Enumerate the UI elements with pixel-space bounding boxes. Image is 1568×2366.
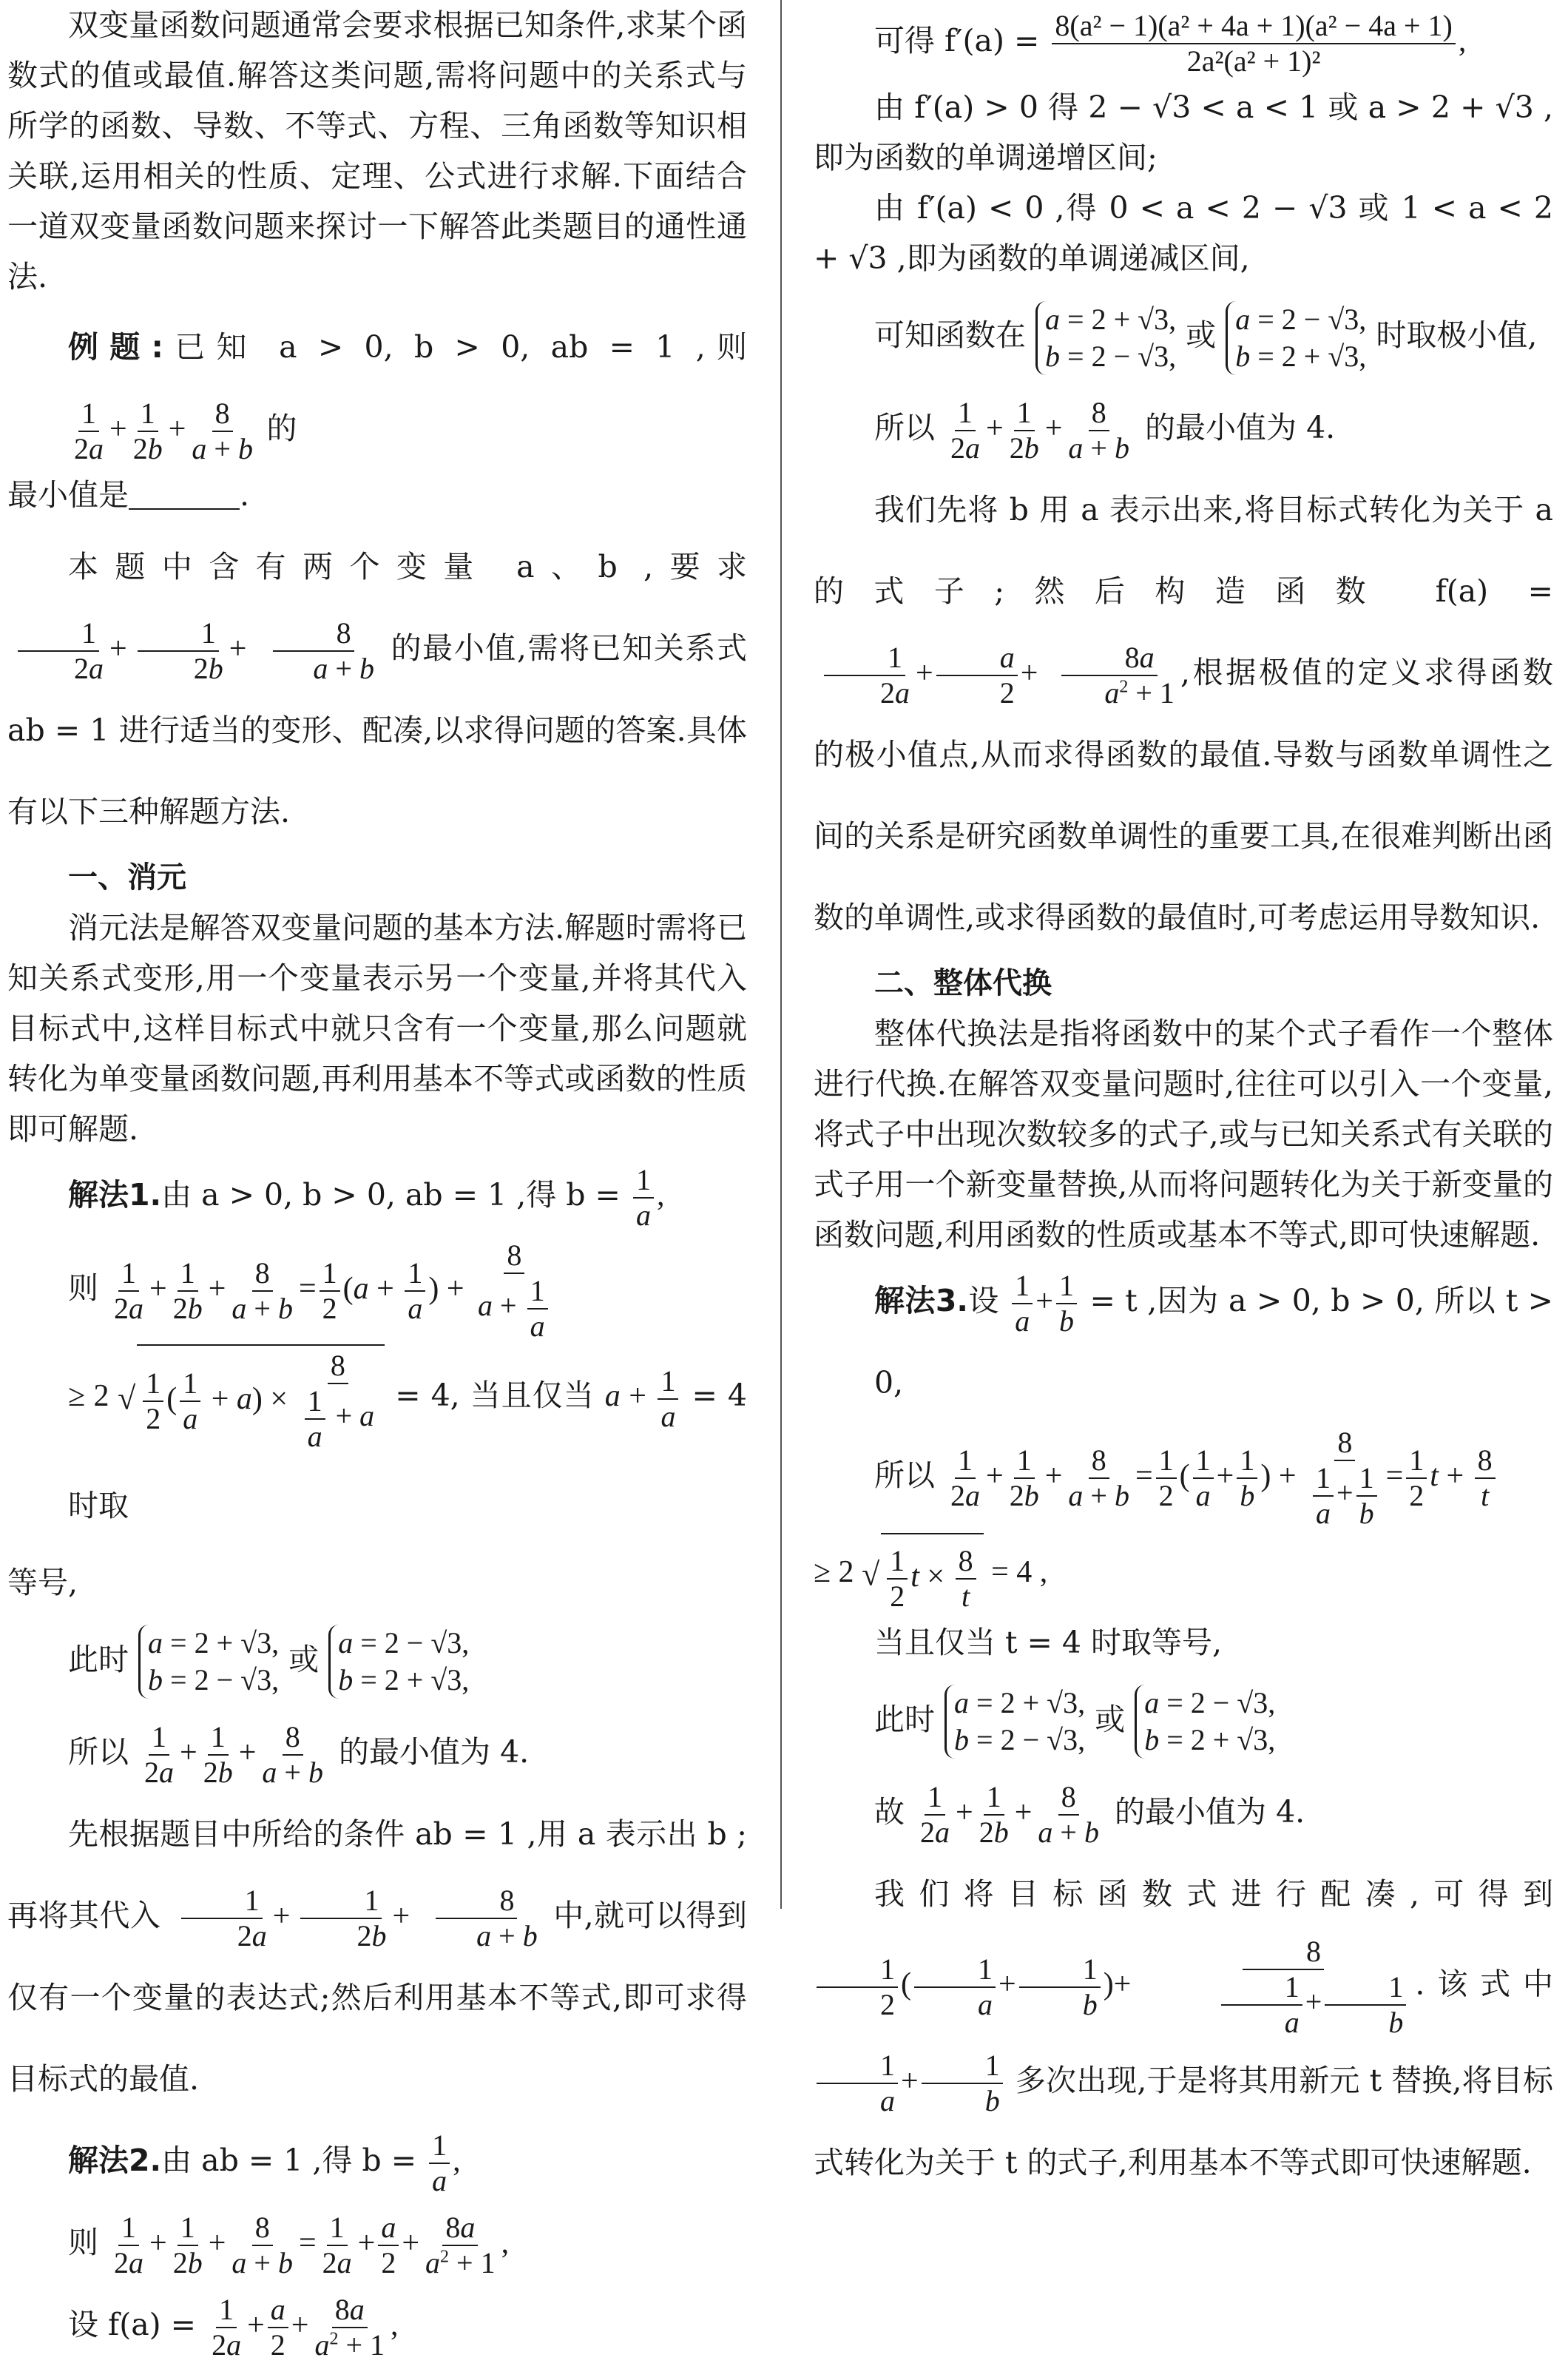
target-expression: $\frac{1}{2a}$ + $\frac{1}{2b}$ + $\frac{8}{a + b}$ — [74, 397, 253, 466]
decreasing-interval: 由 f′(a) < 0 ,得 0 < a < 2 − √3 或 1 < a < 2 + √3 ,即为函数的单调递减区间, — [814, 190, 1553, 276]
solution3-line2: 所以 $\frac{1}{2a}$ + $\frac{1}{2b}$ + $\frac{8}{a + b}$ = $\frac{1}{2}$ ( $\frac{1}{a}$ + $\frac{1}{b}$ ) + 8 $\frac{1}{a}$ + $\frac{1}{b}$ = $\frac{1}{2}$ t + $\frac{8}{t}$ — [814, 1423, 1553, 1531]
solution1-summary: 先根据题目中所给的条件 ab = 1 ,用 a 表示出 b ;再将其代入 $\frac{1}{2a}$ + $\frac{1}{2b}$ + $\frac{8}{a + b}$ 中,就可以得到仅有一个变量的表达式;然后利用基本不等式,即可求得目标式的最值. — [7, 1816, 747, 2097]
section2-title: 二、整体代换 — [874, 966, 1052, 1000]
solution3-summary: 我们将目标函数式进行配凑,可得到 $\frac{1}{2}$ ( $\frac{1}{a}$ + $\frac{1}{b}$ )+ 8 $\frac{1}{a}$ + $\frac{1}{b}$ .该式中 $\frac{1}{a}$ + $\frac{1}{b}$ 多次出现,于是将其用新元 t 替换,将目标式转化为关于 t 的式子,利用基本不等式即可快速解题. — [814, 1875, 1553, 2180]
solution1-line1: 解法1.由 a > 0, b > 0, ab = 1 ,得 b = $\frac{1}{a}$ , — [68, 1163, 665, 1233]
solution2-line1: 解法2.由 ab = 1 ,得 b = $\frac{1}{a}$ , — [68, 2129, 461, 2198]
answer-blank — [129, 486, 240, 510]
solution2-label: 解法2. — [68, 2142, 162, 2178]
solution1-line3: ≥ 2 √ $\frac{1}{2}$ ( $\frac{1}{a}$ + a) × 8 $\frac{1}{a}$ + a = 4, 当且仅当 a + $\frac{1}{a}$ = 4 时取 — [7, 1344, 747, 1557]
increasing-interval: 由 f′(a) > 0 得 2 − √3 < a < 1 或 a > 2 + √3 ,即为函数的单调递增区间; — [814, 90, 1553, 175]
minimum-point: 可知函数在 a = 2 + √3, b = 2 − √3, 或 a = 2 − √3, b = 2 + √3, 时取极小值, — [814, 283, 1553, 387]
solution1-conclusion: 所以 $\frac{1}{2a}$ + $\frac{1}{2b}$ + $\frac{8}{a + b}$ 的最小值为 4. — [68, 1720, 530, 1790]
solution3-ineq: ≥ 2 √ $\frac{1}{2}$ t × $\frac{8}{t}$ = 4 , — [814, 1531, 1553, 1617]
solution3-line1: 解法3.设 $\frac{1}{a}$ + $\frac{1}{b}$ = t ,因为 a > 0, b > 0, 所以 t > 0, — [874, 1269, 1553, 1401]
section1-body: 消元法是解答双变量问题的基本方法.解题时需将已知关系式变形,用一个变量表示另一个变量,并将其代入目标式中,这样目标式中就只含有一个变量,那么问题就转化为单变量函数问题,再利用基本不等式或函数的性质即可解题. — [7, 910, 747, 1147]
solution2-line2: 则 $\frac{1}{2a}$ + $\frac{1}{2b}$ + $\frac{8}{a + b}$ = $\frac{1}{2a}$ + $\frac{a}{2}$ + $\frac{8a}{a^2 + 1}$ , — [68, 2211, 510, 2280]
solution1-case: 此时 a = 2 + √3, b = 2 − √3, 或 a = 2 − √3, b = 2 + √3, — [7, 1608, 747, 1711]
solution3-label: 解法3. — [874, 1283, 968, 1318]
solution2-conclusion: 所以 $\frac{1}{2a}$ + $\frac{1}{2b}$ + $\frac{8}{a + b}$ 的最小值为 4. — [874, 396, 1336, 465]
intro-paragraph: 双变量函数问题通常会要求根据已知条件,求某个函数式的值或最值.解答这类问题,需将问题中的关系式与所学的函数、导数、不等式、方程、三角函数等知识相关联,运用相关的性质、定理、公式进行求解.下面结合一道双变量函数问题来探讨一下解答此类题目的通性通法. — [7, 7, 747, 294]
solution3-case: 此时 a = 2 + √3, b = 2 − √3, 或 a = 2 − √3, b = 2 + √3, — [814, 1668, 1553, 1771]
solution2-line3: 设 f(a) = $\frac{1}{2a}$ + $\frac{a}{2}$ + $\frac{8a}{a^2 + 1}$ , — [68, 2293, 399, 2362]
example-problem: 例题:已知 a > 0, b > 0, ab = 1 ,则 $\frac{1}{2a}$ + $\frac{1}{2b}$ + $\frac{8}{a + b}$ 的 — [68, 329, 747, 466]
analysis-paragraph: 本题中含有两个变量 a、b ,要求 $\frac{1}{2a}$ + $\frac{1}{2b}$ + $\frac{8}{a + b}$ 的最小值,需将已知关系式 ab = 1 进行适当的变形、配凑,以求得问题的答案.具体有以下三种解题方法. — [7, 549, 747, 829]
section2-body: 整体代换法是指将函数中的某个式子看作一个整体进行代换.在解答双变量问题时,往往可以引入一个变量,将式子中出现次数较多的式子,或与已知关系式有关联的式子用一个新变量替换,从而将问题转化为关于新变量的函数问题,利用函数的性质或基本不等式,即可快速解题. — [814, 1016, 1553, 1253]
example-blank-line: 最小值是 . — [7, 477, 250, 513]
solution1-equal: 等号, — [7, 1564, 78, 1600]
solution1-line2: 则 $\frac{1}{2a}$ + $\frac{1}{2b}$ + $\frac{8}{a + b}$ = $\frac{1}{2}$ (a + $\frac{1}{a}$ ) + 8 a + $\frac{1}{a}$ — [7, 1236, 747, 1344]
solution3-conclusion: 故 $\frac{1}{2a}$ + $\frac{1}{2b}$ + $\frac{8}{a + b}$ 的最小值为 4. — [874, 1780, 1305, 1850]
solution1-label: 解法1. — [68, 1177, 162, 1213]
left-column — [7, 0, 747, 2362]
section1-title: 一、消元 — [68, 860, 186, 894]
example-label: 例题: — [68, 329, 163, 365]
column-divider — [780, 0, 782, 1909]
solution3-equal: 当且仅当 t = 4 时取等号, — [874, 1624, 1223, 1660]
derivative-line: 可得 f′(a) = $\frac{\text{8(a² − 1)(a² + 4a + 1)(a² − 4a + 1)}}{\text{2a²(a² + 1)²}}$ , — [874, 9, 1467, 78]
right-column — [814, 0, 1553, 2180]
solution2-summary: 我们先将 b 用 a 表示出来,将目标式转化为关于 a 的式子;然后构造函数 f(a) = $\frac{1}{2a}$ + $\frac{a}{2}$ + $\frac{8a}{a^2 + 1}$ ,根据极值的定义求得函数的极小值点,从而求得函数的最值.导数与函数单调性之间的关系是研究函数单调性的重要工具,在很难判断出函数的单调性,或求得函数的最值时,可考虑运用导数知识. — [814, 492, 1553, 935]
